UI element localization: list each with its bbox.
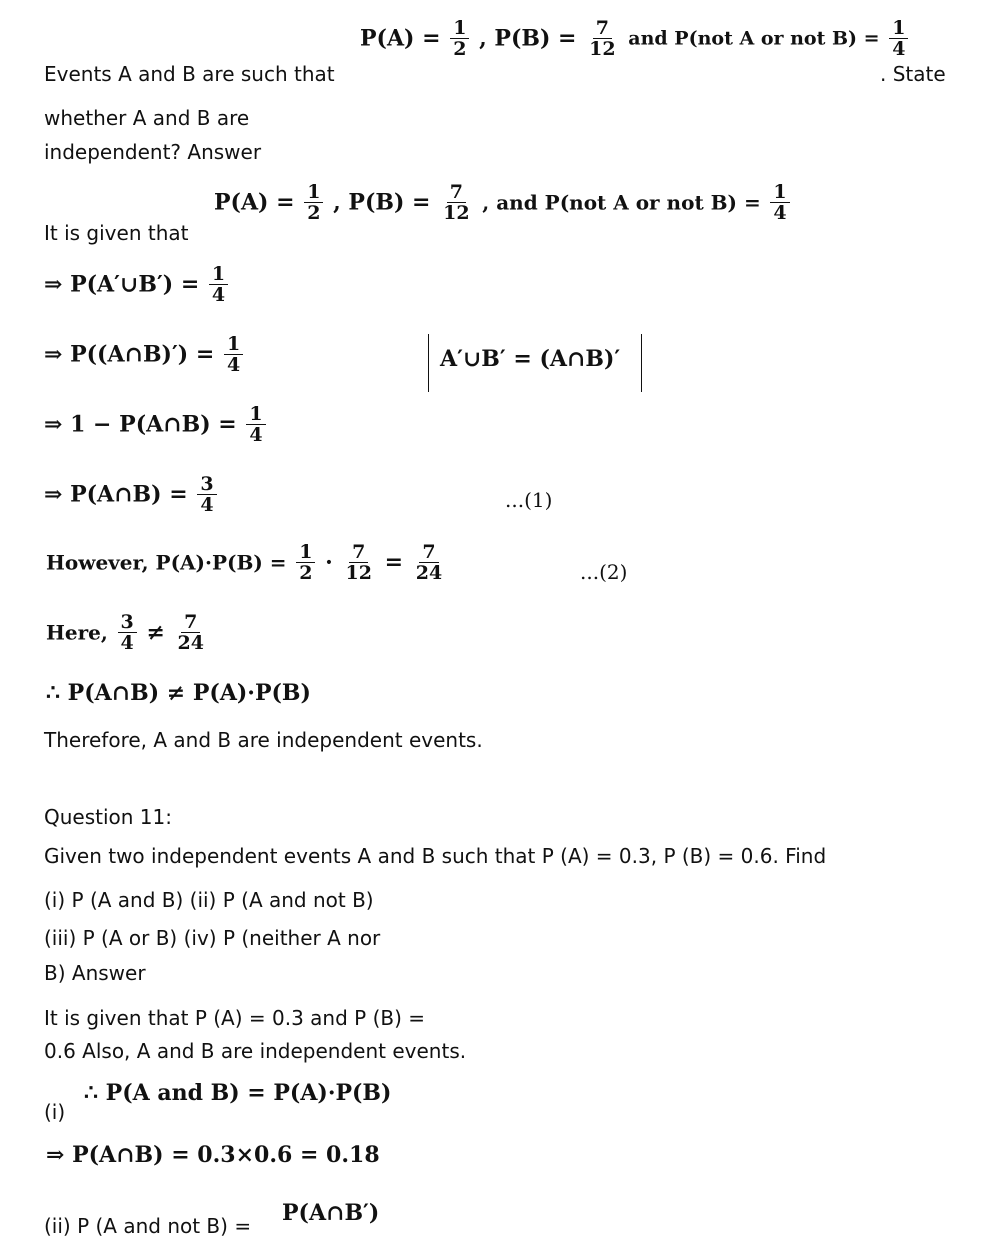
solution-step1-frac: $\frac{1}{4}$: [209, 264, 228, 305]
q11-line4: B) Answer: [44, 961, 146, 985]
solution-however-eq: =: [384, 549, 404, 576]
solution-given-pa: P(A) =: [214, 189, 295, 216]
solution-given-pb: , P(B) =: [333, 189, 431, 216]
q10-frac-not: $\frac{1}{4}$: [889, 18, 908, 59]
solution-step3-frac: $\frac{1}{4}$: [246, 404, 265, 445]
q10-state: . State: [880, 62, 946, 86]
solution-however-text: However, P(A)·P(B) =: [46, 550, 287, 575]
solution-however-frac2: $\frac{7}{12}$: [345, 541, 372, 584]
q11-i-math: ∴ P(A and B) = P(A)·P(B): [84, 1080, 392, 1106]
solution-step4-frac: $\frac{3}{4}$: [197, 474, 216, 515]
solution-however: [46, 542, 447, 583]
q10-line2: whether A and B are: [44, 106, 250, 130]
solution-ref2: ...(2): [580, 560, 628, 584]
solution-step4: [44, 474, 219, 515]
q10-line3: independent? Answer: [44, 140, 262, 164]
q10-frac-pb: $\frac{7}{12}$: [589, 17, 616, 60]
solution-step1-text: ⇒ P(A′∪B′) =: [44, 271, 200, 298]
solution-here: [46, 612, 209, 653]
solution-given-and: , and P(not A or not B) =: [482, 190, 761, 215]
solution-frac-pb: $\frac{7}{12}$: [443, 181, 470, 224]
solution-given-prefix: It is given that: [44, 221, 189, 245]
solution-step2-text: ⇒ P((A∩B)′) =: [44, 341, 215, 368]
solution-step2-frac: $\frac{1}{4}$: [224, 334, 243, 375]
q11-line2: (i) P (A and B) (ii) P (A and not B): [44, 888, 374, 912]
q11-given1: It is given that P (A) = 0.3 and P (B) =: [44, 1006, 426, 1030]
q10-intro: Events A and B are such that: [44, 62, 335, 86]
solution-ref1: ...(1): [505, 488, 553, 512]
q10-given-pb: , P(B) =: [479, 25, 577, 52]
solution-step3-text: ⇒ 1 − P(A∩B) =: [44, 411, 237, 438]
q11-i-step: ⇒ P(A∩B) = 0.3×0.6 = 0.18: [46, 1142, 380, 1168]
solution-frac-pa: $\frac{1}{2}$: [304, 182, 323, 223]
q10-given-line: [360, 18, 910, 59]
solution-step3: [44, 404, 268, 445]
solution-however-frac1: $\frac{1}{2}$: [296, 542, 315, 583]
solution-however-dot: ·: [325, 549, 333, 576]
solution-step2: [44, 334, 245, 375]
solution-step1: [44, 264, 230, 305]
solution-however-frac3: $\frac{7}{24}$: [415, 541, 443, 584]
q11-line1: Given two independent events A and B such that P (A) = 0.3, P (B) = 0.6. Find: [44, 844, 827, 868]
q11-i-label: (i): [44, 1100, 66, 1124]
q11-ii-math: P(A∩B′): [282, 1200, 380, 1226]
solution-here-neq: ≠: [146, 619, 165, 646]
solution-conclusion: Therefore, A and B are independent events.: [44, 728, 483, 752]
q10-given-and: and P(not A or not B) =: [628, 27, 880, 50]
q10-frac-pa: $\frac{1}{2}$: [450, 18, 469, 59]
solution-step4-text: ⇒ P(A∩B) =: [44, 481, 188, 508]
solution-given-line: [214, 182, 792, 223]
solution-step2-note: A′∪B′ = (A∩B)′: [440, 346, 621, 372]
q10-given-pa: P(A) =: [360, 25, 441, 52]
q11-line3: (iii) P (A or B) (iv) P (neither A nor: [44, 926, 381, 950]
solution-here-frac2: $\frac{7}{24}$: [177, 611, 204, 654]
solution-therefore-math: ∴ P(A∩B) ≠ P(A)·P(B): [46, 680, 311, 706]
solution-here-frac1: $\frac{3}{4}$: [118, 612, 137, 653]
solution-frac-not: $\frac{1}{4}$: [770, 182, 789, 223]
q11-title: Question 11:: [44, 805, 172, 829]
solution-here-text: Here,: [46, 620, 108, 645]
q11-given2: 0.6 Also, A and B are independent events.: [44, 1039, 467, 1063]
q11-ii-label: (ii) P (A and not B) =: [44, 1214, 252, 1238]
